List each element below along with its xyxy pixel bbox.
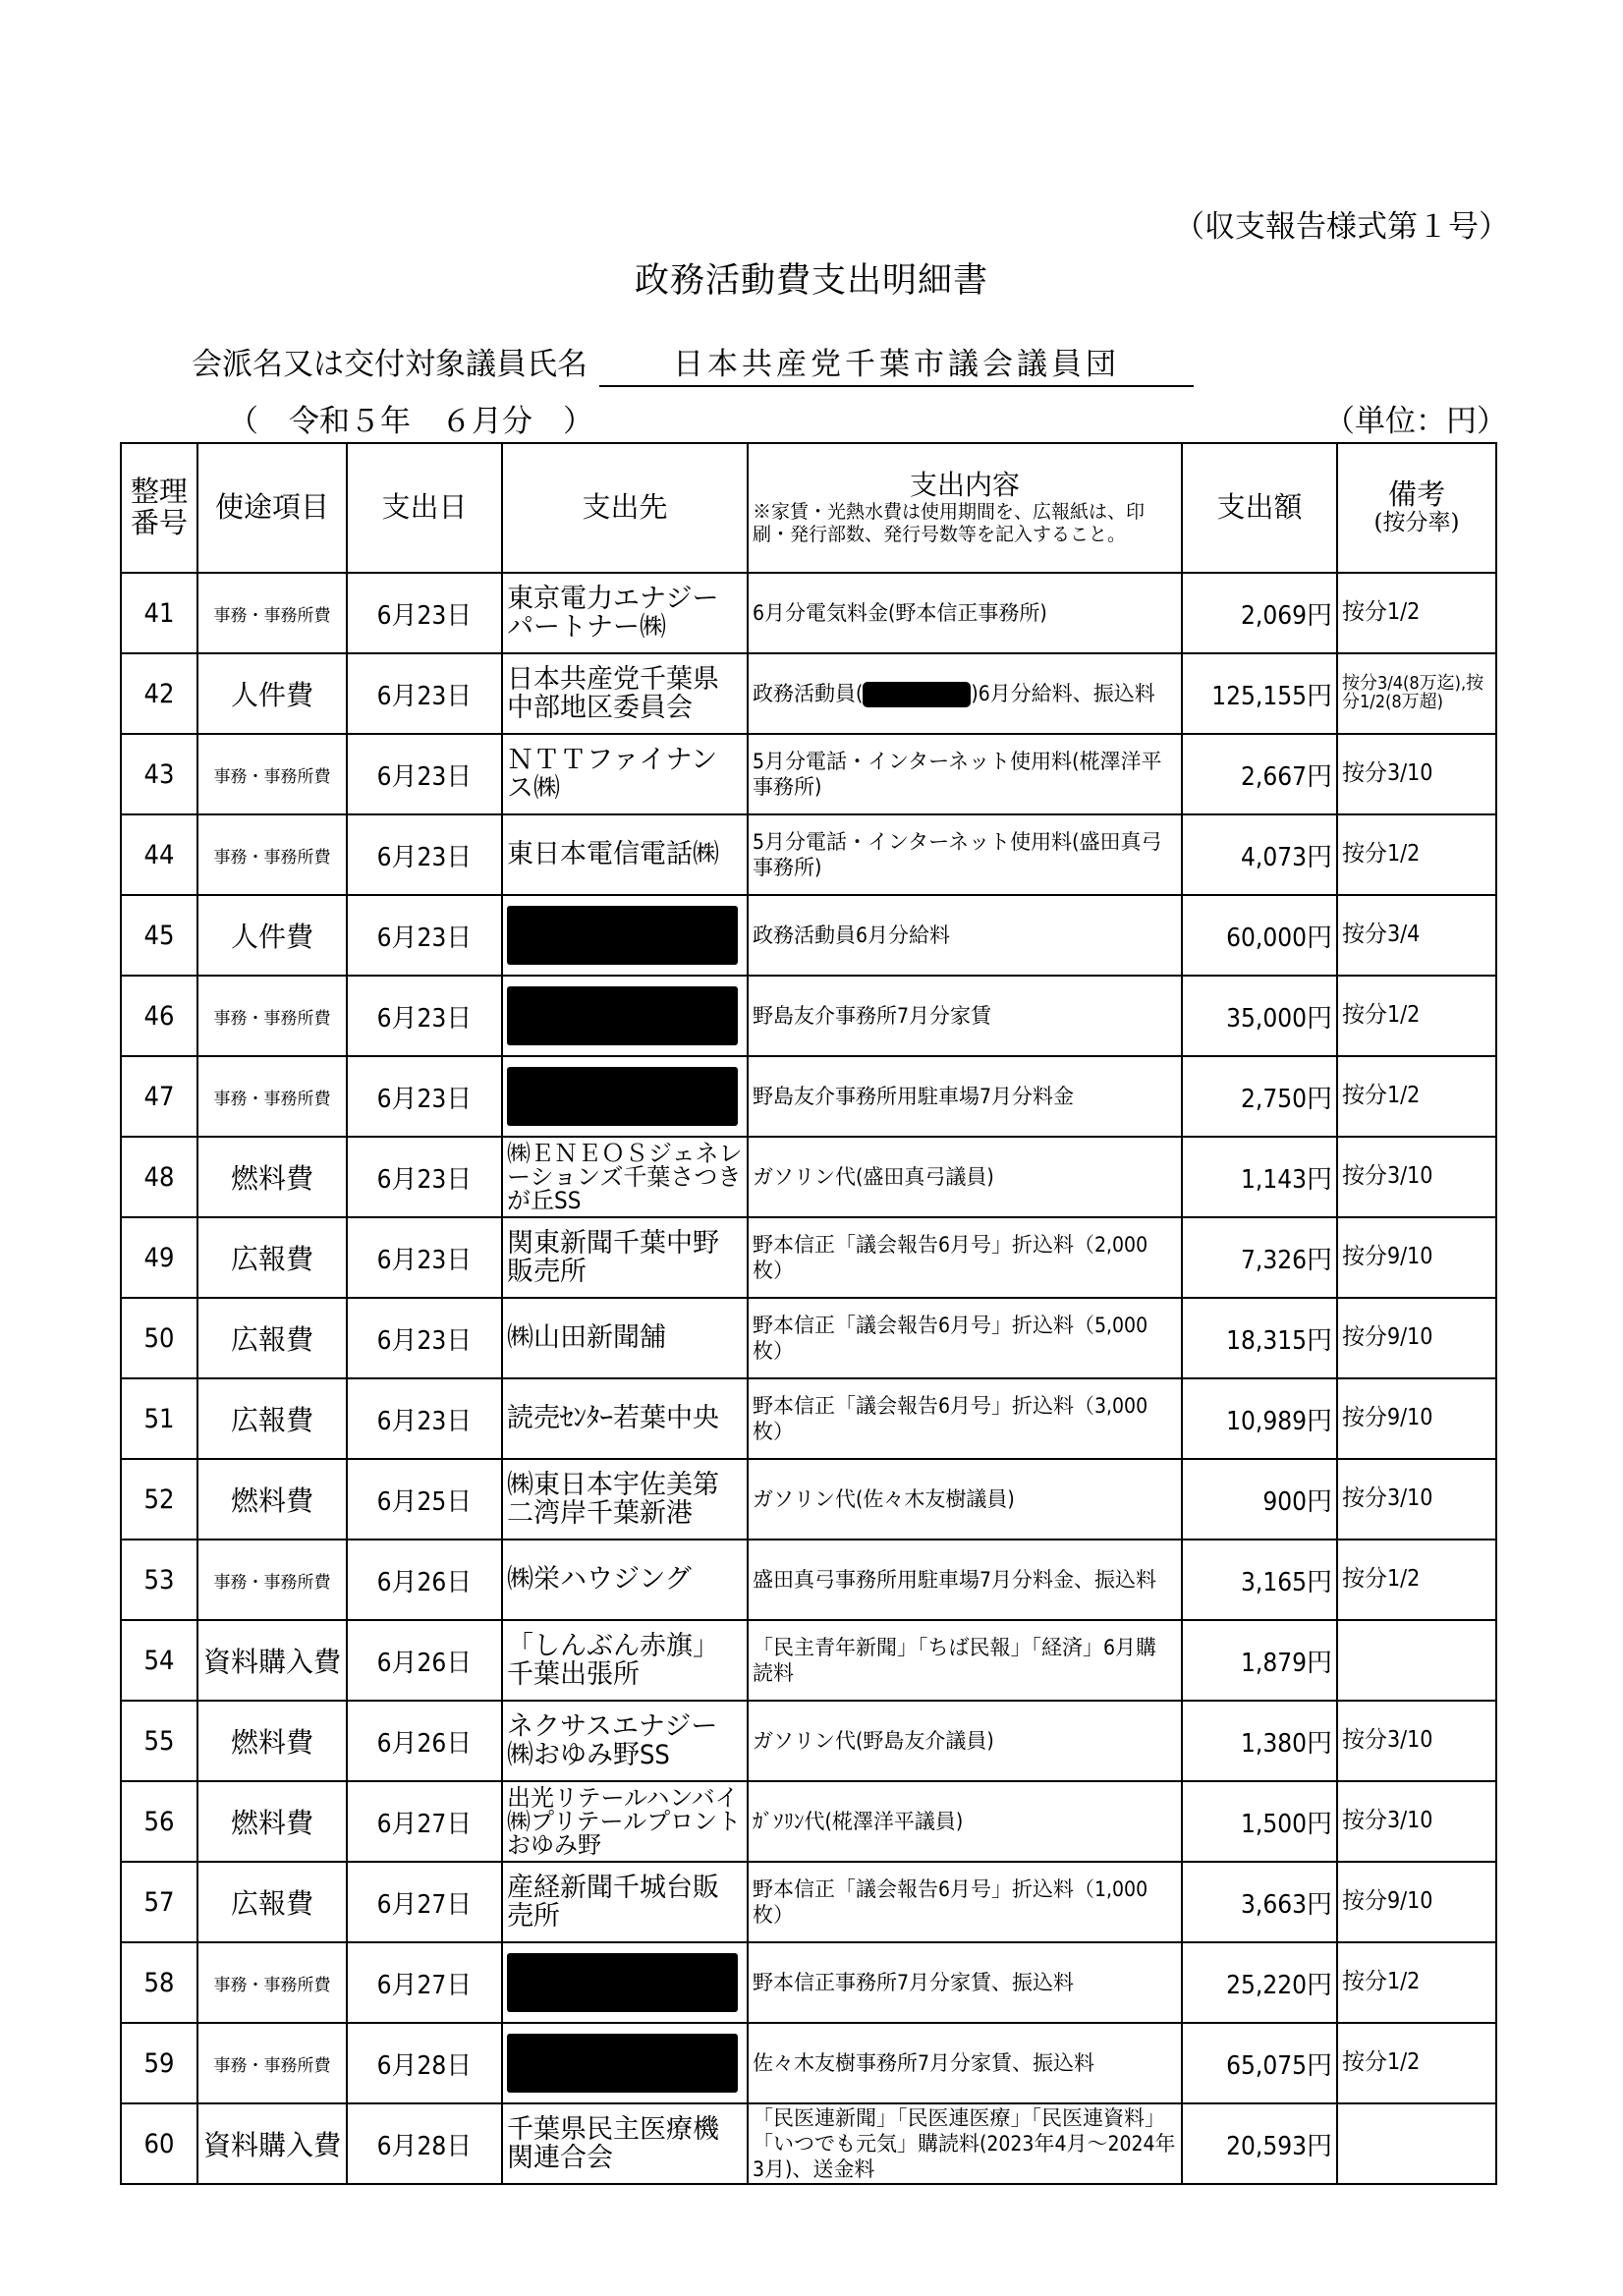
row-content: 「民主青年新聞」「ちば民報」「経済」6月購読料 — [748, 1620, 1182, 1701]
row-number: 53 — [121, 1540, 197, 1620]
table-row — [121, 1378, 1496, 1459]
row-category: 事務・事務所費 — [197, 573, 347, 653]
document-title: 政務活動費支出明細書 — [634, 261, 988, 301]
redaction-box — [507, 906, 738, 965]
row-amount: 4,073円 — [1182, 814, 1337, 895]
row-date: 6月28日 — [347, 2023, 502, 2103]
row-number: 50 — [121, 1298, 197, 1378]
row-category: 人件費 — [197, 895, 347, 976]
row-number: 45 — [121, 895, 197, 976]
row-amount: 1,879円 — [1182, 1620, 1337, 1701]
table-row — [121, 1862, 1496, 1942]
row-remarks: 按分1/2 — [1337, 1540, 1496, 1620]
row-amount: 10,989円 — [1182, 1378, 1337, 1459]
row-payee: 出光リテールハンバイ㈱プリテールプロントおゆみ野 — [502, 1781, 748, 1862]
row-number: 44 — [121, 814, 197, 895]
row-content: 政務活動員6月分給料 — [748, 895, 1182, 976]
row-remarks: 按分9/10 — [1337, 1862, 1496, 1942]
table-row — [121, 2023, 1496, 2103]
row-number: 51 — [121, 1378, 197, 1459]
header-remarks-title: 備考 — [1387, 477, 1445, 512]
row-payee: ㈱ＥＮＥＯＳジェネレーションズ千葉さつきが丘SS — [502, 1137, 748, 1217]
row-date: 6月23日 — [347, 976, 502, 1056]
row-content: ガソリン代(盛田真弓議員) — [748, 1137, 1182, 1217]
group-row — [192, 339, 1194, 387]
table-row — [121, 734, 1496, 814]
table-row — [121, 1056, 1496, 1137]
row-category: 事務・事務所費 — [197, 1540, 347, 1620]
row-amount: 2,069円 — [1182, 573, 1337, 653]
unit-label: （単位：円） — [1324, 404, 1507, 439]
row-category: 事務・事務所費 — [197, 1056, 347, 1137]
redaction-box — [507, 986, 738, 1045]
table-row — [121, 1137, 1496, 1217]
row-number: 49 — [121, 1217, 197, 1298]
row-number: 54 — [121, 1620, 197, 1701]
header-content-title: 支出内容 — [909, 468, 1020, 501]
row-remarks: 按分3/4(8万迄),按分1/2(8万超) — [1337, 653, 1496, 734]
row-payee: 読売ｾﾝﾀｰ若葉中央 — [502, 1378, 748, 1459]
row-content-after: )6月分給料、振込料 — [971, 681, 1155, 705]
row-date: 6月23日 — [347, 734, 502, 814]
header-number: 整理番号 — [121, 443, 197, 573]
table-row — [121, 1942, 1496, 2023]
table-row — [121, 1620, 1496, 1701]
row-date: 6月23日 — [347, 895, 502, 976]
row-payee: 千葉県民主医療機関連合会 — [502, 2103, 748, 2184]
row-content: 野本信正「議会報告6月号」折込料（5,000枚） — [748, 1298, 1182, 1378]
period: （ 令和５年 ６月分 ） — [228, 404, 593, 439]
row-remarks — [1337, 2103, 1496, 2184]
row-payee: ㈱東日本宇佐美第二湾岸千葉新港 — [502, 1459, 748, 1540]
header-remarks-sub: (按分率) — [1373, 510, 1460, 536]
row-number: 42 — [121, 653, 197, 734]
row-category: 燃料費 — [197, 1781, 347, 1862]
row-number: 41 — [121, 573, 197, 653]
row-payee-redacted — [502, 895, 748, 976]
row-remarks: 按分1/2 — [1337, 573, 1496, 653]
table-row — [121, 1217, 1496, 1298]
row-remarks: 按分1/2 — [1337, 1056, 1496, 1137]
row-content: 野本信正「議会報告6月号」折込料（2,000枚） — [748, 1217, 1182, 1298]
row-remarks: 按分3/10 — [1337, 1137, 1496, 1217]
redaction-box — [507, 1067, 738, 1126]
row-amount: 1,143円 — [1182, 1137, 1337, 1217]
row-amount: 20,593円 — [1182, 2103, 1337, 2184]
group-label: 会派名又は交付対象議員氏名 — [192, 347, 588, 382]
header-date: 支出日 — [347, 443, 502, 573]
row-remarks: 按分9/10 — [1337, 1298, 1496, 1378]
row-content: ガソリン代(野島友介議員) — [748, 1701, 1182, 1781]
row-content-before: 政務活動員( — [753, 681, 864, 705]
row-number: 58 — [121, 1942, 197, 2023]
row-remarks: 按分3/10 — [1337, 1459, 1496, 1540]
row-category: 広報費 — [197, 1298, 347, 1378]
row-category: 資料購入費 — [197, 2103, 347, 2184]
row-payee-redacted — [502, 1056, 748, 1137]
row-date: 6月26日 — [347, 1701, 502, 1781]
row-date: 6月28日 — [347, 2103, 502, 2184]
row-payee: 「しんぶん赤旗」千葉出張所 — [502, 1620, 748, 1701]
row-content: 盛田真弓事務所用駐車場7月分料金、振込料 — [748, 1540, 1182, 1620]
row-date: 6月23日 — [347, 814, 502, 895]
expenditure-table — [120, 442, 1497, 2185]
row-content — [748, 653, 1182, 734]
row-remarks: 按分1/2 — [1337, 2023, 1496, 2103]
row-amount: 60,000円 — [1182, 895, 1337, 976]
row-content: 5月分電話・インターネット使用料(盛田真弓事務所) — [748, 814, 1182, 895]
row-amount: 3,165円 — [1182, 1540, 1337, 1620]
header-payee: 支出先 — [502, 443, 748, 573]
header-content-note: ※家賃・光熱水費は使用期間を、広報紙は、印刷・発行部数、発行号数等を記入すること。 — [753, 500, 1146, 545]
row-content: 野本信正「議会報告6月号」折込料（1,000枚） — [748, 1862, 1182, 1942]
row-payee: ネクサスエナジー㈱おゆみ野SS — [502, 1701, 748, 1781]
row-category: 広報費 — [197, 1217, 347, 1298]
row-amount: 18,315円 — [1182, 1298, 1337, 1378]
row-number: 46 — [121, 976, 197, 1056]
redaction-box — [507, 1953, 738, 2012]
row-amount: 2,667円 — [1182, 734, 1337, 814]
row-remarks: 按分3/4 — [1337, 895, 1496, 976]
table-row — [121, 1298, 1496, 1378]
row-content: ｶﾞｿﾘﾝ代(椛澤洋平議員) — [748, 1781, 1182, 1862]
table-header-row — [121, 443, 1496, 573]
row-category: 事務・事務所費 — [197, 976, 347, 1056]
row-number: 57 — [121, 1862, 197, 1942]
table-row — [121, 2103, 1496, 2184]
row-date: 6月25日 — [347, 1459, 502, 1540]
row-payee: ㈱山田新聞舗 — [502, 1298, 748, 1378]
row-payee-redacted — [502, 2023, 748, 2103]
row-number: 48 — [121, 1137, 197, 1217]
row-date: 6月23日 — [347, 1378, 502, 1459]
row-amount: 3,663円 — [1182, 1862, 1337, 1942]
row-category: 広報費 — [197, 1378, 347, 1459]
row-payee: 日本共産党千葉県中部地区委員会 — [502, 653, 748, 734]
row-number: 52 — [121, 1459, 197, 1540]
row-category: 事務・事務所費 — [197, 734, 347, 814]
row-payee: 東京電力エナジーパートナー㈱ — [502, 573, 748, 653]
row-category: 資料購入費 — [197, 1620, 347, 1701]
row-content: 「民医連新聞」「民医連医療」「民医連資料」「いつでも元気」購読料(2023年4月～2024年3月)、送金料 — [748, 2103, 1182, 2184]
table-row — [121, 573, 1496, 653]
table-row — [121, 976, 1496, 1056]
row-content: ガソリン代(佐々木友樹議員) — [748, 1459, 1182, 1540]
row-content: 野島友介事務所7月分家賃 — [748, 976, 1182, 1056]
row-amount: 35,000円 — [1182, 976, 1337, 1056]
row-payee: 東日本電信電話㈱ — [502, 814, 748, 895]
row-payee-redacted — [502, 1942, 748, 2023]
row-content: 野本信正事務所7月分家賃、振込料 — [748, 1942, 1182, 2023]
redaction-box — [507, 2034, 738, 2093]
row-date: 6月27日 — [347, 1942, 502, 2023]
row-date: 6月26日 — [347, 1620, 502, 1701]
row-amount: 2,750円 — [1182, 1056, 1337, 1137]
row-content: 5月分電話・インターネット使用料(椛澤洋平事務所) — [748, 734, 1182, 814]
row-category: 燃料費 — [197, 1459, 347, 1540]
redaction-box — [863, 682, 971, 707]
row-content: 野島友介事務所用駐車場7月分料金 — [748, 1056, 1182, 1137]
row-content: 野本信正「議会報告6月号」折込料（3,000枚） — [748, 1378, 1182, 1459]
row-category: 事務・事務所費 — [197, 814, 347, 895]
row-remarks: 按分3/10 — [1337, 734, 1496, 814]
table-row — [121, 1540, 1496, 1620]
row-category: 人件費 — [197, 653, 347, 734]
row-remarks: 按分1/2 — [1337, 976, 1496, 1056]
row-date: 6月23日 — [347, 1217, 502, 1298]
row-number: 59 — [121, 2023, 197, 2103]
form-number: （収支報告様式第１号） — [1174, 209, 1509, 245]
table-row — [121, 895, 1496, 976]
row-date: 6月27日 — [347, 1781, 502, 1862]
row-date: 6月23日 — [347, 1298, 502, 1378]
row-amount: 1,500円 — [1182, 1781, 1337, 1862]
row-category: 事務・事務所費 — [197, 1942, 347, 2023]
row-amount: 1,380円 — [1182, 1701, 1337, 1781]
row-number: 47 — [121, 1056, 197, 1137]
table-row — [121, 814, 1496, 895]
row-amount: 25,220円 — [1182, 1942, 1337, 2023]
row-number: 55 — [121, 1701, 197, 1781]
row-number: 60 — [121, 2103, 197, 2184]
table-row — [121, 1701, 1496, 1781]
row-remarks: 按分1/2 — [1337, 814, 1496, 895]
row-remarks — [1337, 1620, 1496, 1701]
row-payee-redacted — [502, 976, 748, 1056]
row-content: 佐々木友樹事務所7月分家賃、振込料 — [748, 2023, 1182, 2103]
group-name: 日本共産党千葉市議会議員団 — [599, 339, 1194, 387]
table-row — [121, 1459, 1496, 1540]
row-category: 広報費 — [197, 1862, 347, 1942]
table-row — [121, 653, 1496, 734]
row-payee: 産経新聞千城台販売所 — [502, 1862, 748, 1942]
row-content: 6月分電気料金(野本信正事務所) — [748, 573, 1182, 653]
row-date: 6月26日 — [347, 1540, 502, 1620]
row-remarks: 按分9/10 — [1337, 1378, 1496, 1459]
header-content — [748, 443, 1182, 573]
row-payee: ＮＴＴファイナンス㈱ — [502, 734, 748, 814]
header-amount: 支出額 — [1182, 443, 1337, 573]
row-category: 燃料費 — [197, 1137, 347, 1217]
row-payee: 関東新聞千葉中野販売所 — [502, 1217, 748, 1298]
row-number: 56 — [121, 1781, 197, 1862]
row-remarks: 按分1/2 — [1337, 1942, 1496, 2023]
row-category: 事務・事務所費 — [197, 2023, 347, 2103]
row-number: 43 — [121, 734, 197, 814]
row-remarks: 按分9/10 — [1337, 1217, 1496, 1298]
table-row — [121, 1781, 1496, 1862]
row-date: 6月23日 — [347, 653, 502, 734]
row-amount: 65,075円 — [1182, 2023, 1337, 2103]
row-amount: 7,326円 — [1182, 1217, 1337, 1298]
row-date: 6月23日 — [347, 1056, 502, 1137]
row-date: 6月27日 — [347, 1862, 502, 1942]
row-amount: 125,155円 — [1182, 653, 1337, 734]
row-remarks: 按分3/10 — [1337, 1701, 1496, 1781]
row-category: 燃料費 — [197, 1701, 347, 1781]
row-remarks: 按分3/10 — [1337, 1781, 1496, 1862]
row-date: 6月23日 — [347, 1137, 502, 1217]
row-payee: ㈱栄ハウジング — [502, 1540, 748, 1620]
row-amount: 900円 — [1182, 1459, 1337, 1540]
header-category: 使途項目 — [197, 443, 347, 573]
row-date: 6月23日 — [347, 573, 502, 653]
header-remarks — [1337, 443, 1496, 573]
